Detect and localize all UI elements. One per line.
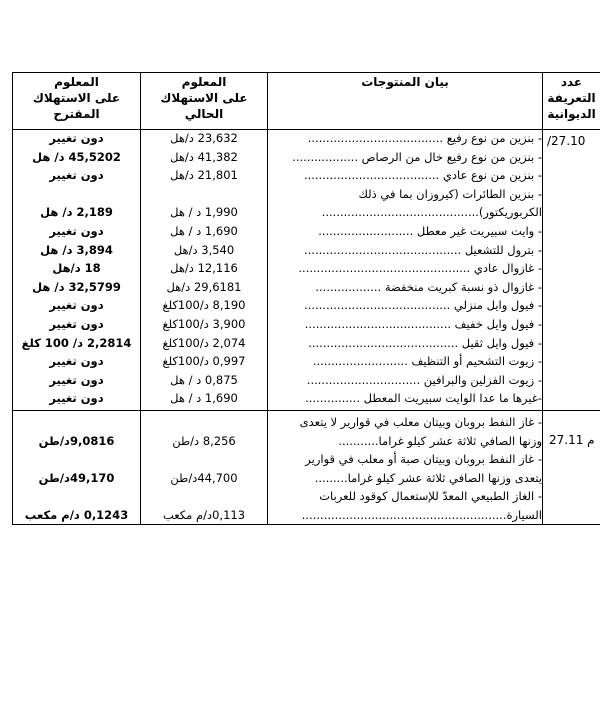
header-proposed [13, 74, 140, 122]
tariff-number-27-11: م 27.11 [549, 433, 595, 447]
product-description: - الغاز الطبيعي المعدّ للإستعمال كوقود للعربات [319, 489, 542, 504]
product-description: - غاز النفط بروبان وبيتان معلب في قوارير لا يتعدى [299, 415, 542, 429]
header-current [141, 74, 267, 122]
tariff-number-27-10: 27.10/ [547, 134, 586, 148]
current-value: 1,690 د / هل [170, 224, 238, 238]
current-value: 0,997 د/100كلغ [162, 354, 246, 369]
product-description: - بنزين من نوع رفيع ..................................... [307, 131, 542, 145]
current-value: 21,801 د/هل [170, 168, 238, 183]
tariff-table [12, 72, 600, 525]
product-description: - بنزين من نوع عادي ..................................... [303, 168, 542, 183]
proposed-value: 0,1243 د/م مكعب [24, 508, 129, 522]
table-bottom-border [12, 524, 600, 525]
header-current-line-1: المعلوم [181, 75, 227, 89]
table-top-border [12, 72, 600, 73]
product-description: -غيرها ما عدا الوايت سبيريت المعطل ............... [305, 391, 542, 406]
header-tariff-line-2: التعريفة [547, 91, 596, 105]
header-current-line-3: الحالي [184, 107, 224, 121]
product-description: - غازوال ذو نسبة كبريت منخفضة .................. [315, 279, 542, 294]
current-value: 0,875 د / هل [170, 372, 238, 387]
proposed-value: 2,2814 د/ 100 كلغ [21, 335, 132, 350]
proposed-value [13, 451, 140, 467]
current-value: 1,990 د / هل [170, 205, 238, 220]
product-description: - غاز النفط بروبان وبيتان صبة أو معلب في قوارير [305, 452, 542, 467]
proposed-value: دون تغيير [49, 354, 104, 369]
product-description: - بنزين من نوع رفيع خال من الرصاص .................. [292, 149, 542, 164]
product-description: - بترول للتشعيل ........................................... [304, 242, 542, 257]
header-tariff [543, 74, 600, 122]
current-value [141, 186, 267, 202]
header-tariff-line-1: عدد [560, 75, 583, 89]
current-value [141, 488, 267, 504]
proposed-value: 49,170د/طن [38, 470, 115, 485]
product-description: - فيول وايل خفيف ........................................ [304, 317, 542, 331]
proposed-value: 3,894 د/ هل [40, 242, 113, 257]
group-divider [12, 410, 600, 411]
header-current-line-2: على الاستهلاك [160, 91, 248, 105]
current-value: 2,074 د/100كلغ [162, 335, 246, 350]
current-value: 8,256 د/طن [172, 433, 236, 448]
product-description: السيارة........................................................ [301, 508, 542, 522]
current-value: 0,113د/م مكعب [162, 508, 246, 522]
header-products [268, 74, 542, 90]
proposed-value [13, 186, 140, 202]
header-proposed-line-1: المعلوم [54, 75, 99, 89]
proposed-value: 9,0816د/طن [38, 433, 115, 448]
proposed-value: 18 د/هل [52, 261, 101, 276]
current-value [141, 414, 267, 430]
header-proposed-line-2: على الاستهلاك [32, 91, 121, 105]
current-value: 3,540 د/هل [173, 242, 235, 257]
product-description: وزنها الصافي ثلاثة عشر كيلو غراما........... [338, 433, 542, 448]
product-description: - زيوت التشحيم أو التنظيف .......................... [312, 354, 542, 369]
proposed-value: دون تغيير [49, 298, 104, 313]
current-value: 41,382 د/هل [170, 149, 238, 164]
current-value: 8,190 د/100كلغ [162, 298, 246, 313]
proposed-value [13, 488, 140, 504]
product-description: يتعدى وزنها الصافي ثلاثة عشر كيلو غراما......... [314, 470, 542, 485]
proposed-value: دون تغيير [49, 372, 104, 387]
current-value: 1,690 د / هل [170, 391, 238, 406]
proposed-value: دون تغيير [49, 317, 104, 331]
current-value [141, 451, 267, 467]
header-tariff-line-3: الديوانية [547, 107, 596, 121]
proposed-value: دون تغيير [49, 131, 104, 145]
current-value: 29,6181 د/هل [166, 279, 242, 294]
proposed-value: دون تغيير [49, 168, 104, 183]
product-description: - فيول وايل ثقيل ......................................... [308, 335, 542, 350]
current-value: 23,632 د/هل [170, 131, 238, 145]
header-products-label: بيان المنتوجات [361, 75, 449, 89]
current-value: 12,116 د/هل [170, 261, 238, 276]
current-value: 44,700د/طن [170, 470, 238, 485]
product-description: - فيول وايل منزلي ........................................ [304, 298, 542, 313]
product-description: - وايت سبيريت غير معطل .......................... [318, 224, 542, 238]
proposed-value: 2,189 د/ هل [40, 205, 113, 220]
proposed-value: دون تغيير [49, 224, 104, 238]
current-value: 3,900 د/100كلغ [162, 317, 246, 331]
proposed-value: دون تغيير [49, 391, 104, 406]
proposed-value [13, 414, 140, 430]
proposed-value: 32,5799 د/ هل [32, 279, 121, 294]
product-description: الكربوريكتور)........................................... [321, 205, 542, 220]
product-description: - غازوال عادي ............................................... [298, 261, 542, 276]
product-description: - زيوت الفزلين والبرافين ............................... [306, 372, 542, 387]
header-proposed-line-3: المقترح [53, 107, 100, 121]
proposed-value: 45,5202 د/ هل [32, 149, 121, 164]
product-description: - بنزين الطائرات (كيروزان بما في ذلك [358, 186, 542, 201]
